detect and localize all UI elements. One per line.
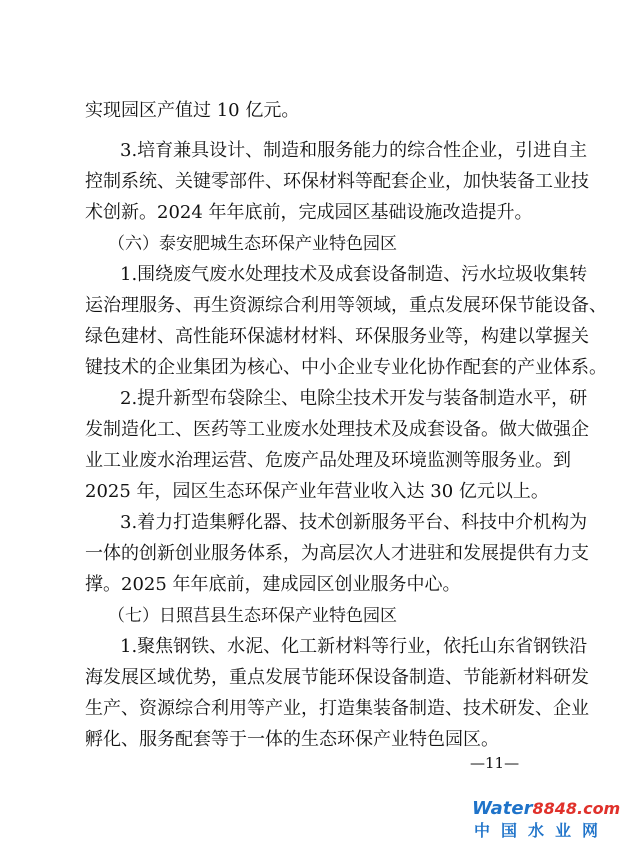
watermark-logo [470,798,620,844]
paragraph-line: 术创新。2024 年年底前，完成园区基础设施改造提升。 [85,202,533,223]
watermark-domain: .com [577,799,620,818]
paragraph-line: 撑。2025 年年底前，建成园区创业服务中心。 [85,574,461,595]
paragraph-line: 3.着力打造集孵化器、技术创新服务平台、科技中介机构为 [120,512,588,533]
watermark-site-name: 中国水业网 [474,821,610,840]
watermark-top-line [472,798,620,820]
watermark-number: 8848 [532,799,577,818]
watermark-word: Water [472,798,533,819]
paragraph-line: 生产、资源综合利用等产业，打造集装备制造、技术研发、企业 [85,698,589,719]
paragraph-line: 1.围绕废气废水处理技术及成套设备制造、污水垃圾收集转 [120,264,588,285]
paragraph-line: 实现园区产值过 10 亿元。 [85,100,300,121]
paragraph-line: 1.聚焦钢铁、水泥、化工新材料等行业，依托山东省钢铁沿 [120,636,588,657]
page-number: —11— [470,754,520,772]
paragraph-line: 孵化、服务配套等于一体的生态环保产业特色园区。 [85,729,499,750]
paragraph-line: 键技术的企业集团为核心、中小企业专业化协作配套的产业体系。 [85,357,607,378]
paragraph-line: 3.培育兼具设计、制造和服务能力的综合性企业，引进自主 [120,140,588,161]
paragraph-line: 运治理服务、再生资源综合利用等领域，重点发展环保节能设备、 [85,295,607,316]
paragraph-line: 绿色建材、高性能环保滤材材料、环保服务业等，构建以掌握关 [85,326,589,347]
paragraph-line: 2025 年，园区生态环保产业年营业收入达 30 亿元以上。 [85,481,549,502]
paragraph-line: 一体的创新创业服务体系，为高层次人才进驻和发展提供有力支 [85,543,589,564]
paragraph-line: 控制系统、关键零部件、环保材料等配套企业，加快装备工业技 [85,171,589,192]
paragraph-line: 业工业废水治理运营、危废产品处理及环境监测等服务业。到 [85,450,571,471]
section-heading: （七）日照莒县生态环保产业特色园区 [108,606,397,626]
paragraph-line: 2.提升新型布袋除尘、电除尘技术开发与装备制造水平，研 [120,388,588,409]
paragraph-line: 海发展区域优势，重点发展节能环保设备制造、节能新材料研发 [85,667,589,688]
section-heading: （六）泰安肥城生态环保产业特色园区 [108,234,397,254]
paragraph-line: 发制造化工、医药等工业废水处理技术及成套设备。做大做强企 [85,419,589,440]
